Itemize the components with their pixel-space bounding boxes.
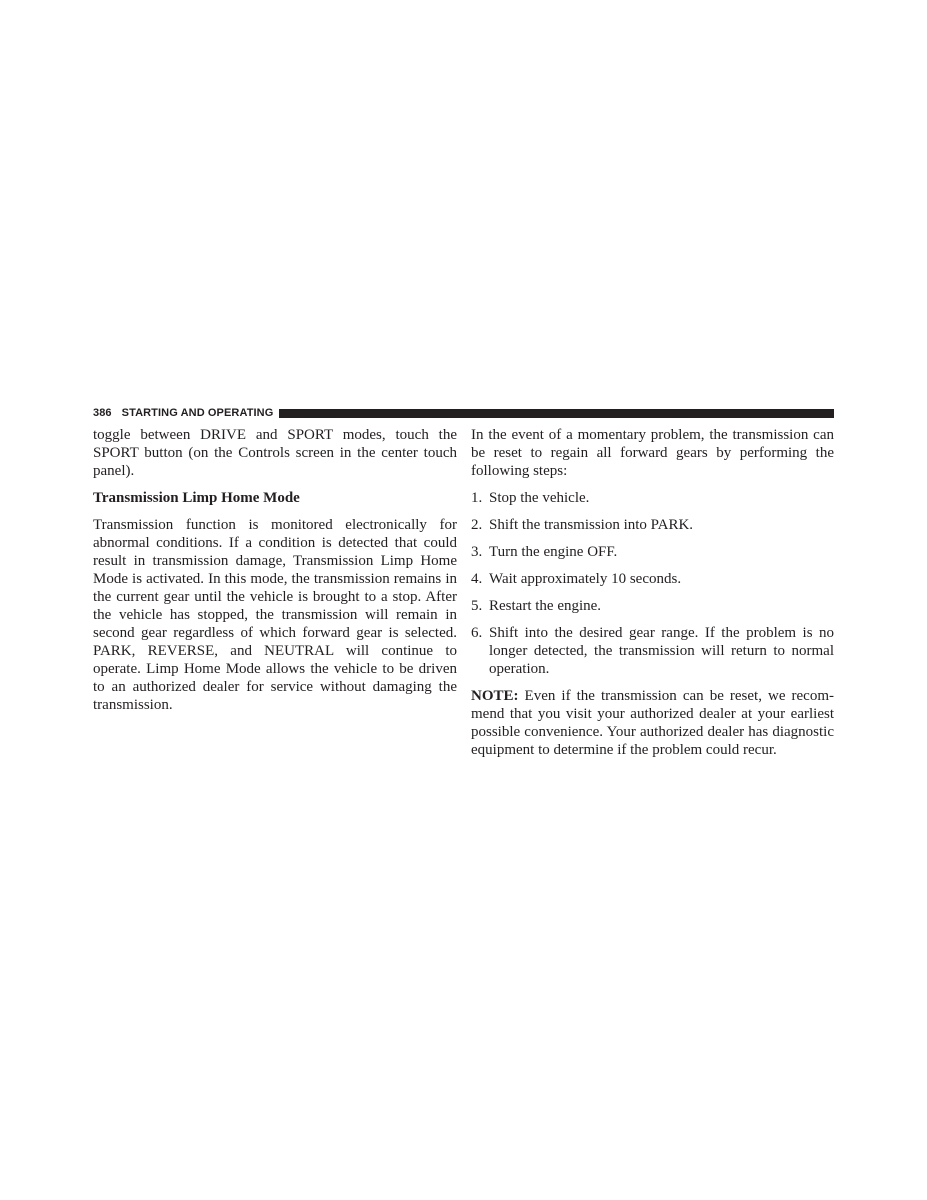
intro-paragraph-left: toggle between DRIVE and SPORT modes, touch the SPORT button (on the Controls screen in the center touch panel). [93, 427, 457, 479]
step-number: 5. [471, 598, 483, 614]
body-paragraph: Transmission function is monitored electronically for abnormal conditions. If a condition is detected that could result in transmission damage, Transmission Limp Home Mode is activated. In this mode, the transmission remains in the current gear until the vehicle is brought to a stop. After the vehicle has stopped, the transmission will remain in second gear regardless of which forward gear is selected. PARK, REVERSE, and NEUTRAL will continue to operate. Limp Home Mode allows the vehicle to be driven to an authorized dealer for service without damaging the transmission. [93, 517, 457, 713]
step-number: 4. [471, 571, 483, 587]
list-item [471, 516, 834, 534]
list-item [471, 597, 834, 615]
step-text: Restart the engine. [489, 598, 602, 614]
right-column [471, 426, 834, 768]
step-text: Shift the transmission into PARK. [489, 517, 694, 533]
note-text: Even if the transmission can be reset, we recommend that you visit your authorized dealer at your earliest possible convenience. Your authorized dealer has diagnostic equipment to determine if the problem could recur. [471, 688, 834, 758]
section-heading: Transmission Limp Home Mode [93, 490, 300, 506]
list-item [471, 624, 834, 678]
list-item [471, 543, 834, 561]
list-item [471, 570, 834, 588]
step-text: Turn the engine OFF. [489, 544, 618, 560]
list-item [471, 489, 834, 507]
page-header [93, 406, 834, 420]
intro-paragraph-right: In the event of a momentary problem, the transmission can be reset to regain all forward gears by performing the following steps: [471, 427, 834, 479]
step-number: 2. [471, 517, 483, 533]
step-number: 3. [471, 544, 483, 560]
step-text: Wait approximately 10 seconds. [489, 571, 682, 587]
step-number: 1. [471, 490, 483, 506]
step-text: Shift into the desired gear range. If the problem is no longer detected, the transmission will return to normal operation. [489, 625, 834, 677]
note-paragraph [471, 687, 834, 759]
steps-list [471, 489, 834, 678]
section-title: STARTING AND OPERATING [121, 407, 274, 419]
step-number: 6. [471, 625, 483, 641]
page-number: 386 [93, 407, 112, 419]
note-label: NOTE: [471, 688, 519, 704]
header-rule [279, 409, 834, 418]
step-text: Stop the vehicle. [489, 490, 590, 506]
left-column [93, 426, 457, 723]
